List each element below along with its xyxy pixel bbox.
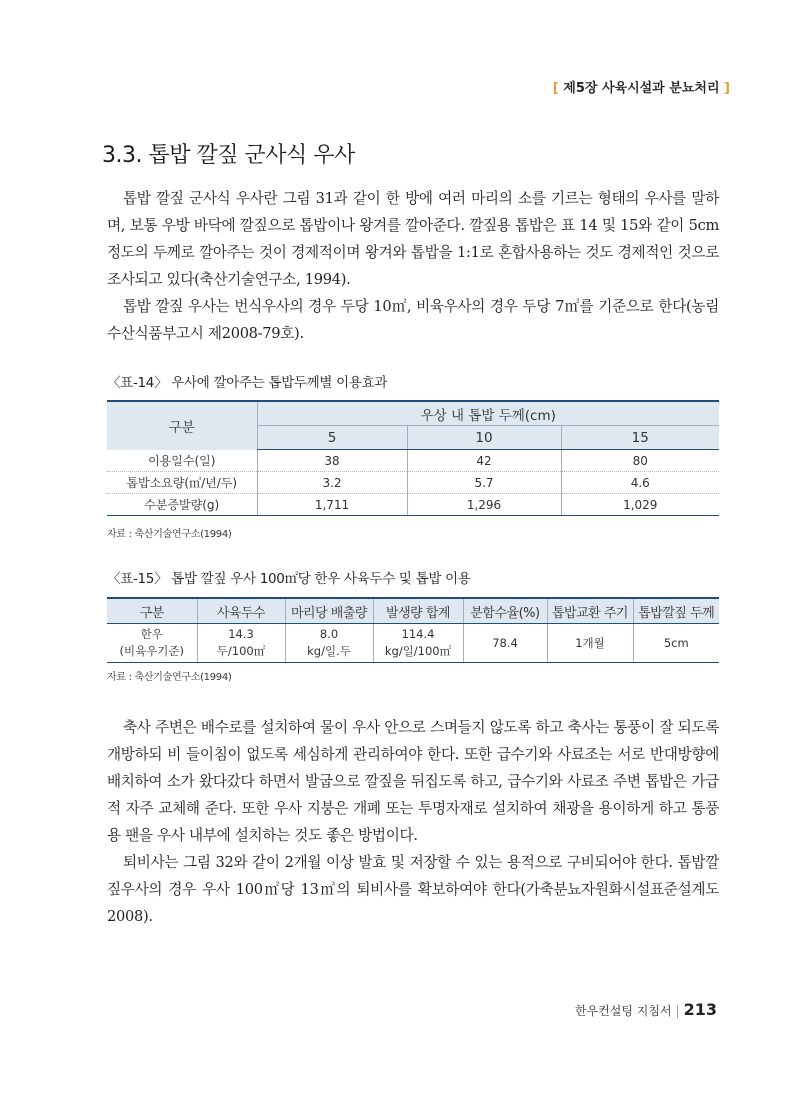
cell-sub: kg/일.두	[307, 644, 351, 658]
table-cell	[373, 624, 463, 663]
table15-header: 발생량 합계	[373, 598, 463, 624]
table14-source: 자료 : 축산기술연구소(1994)	[107, 529, 232, 540]
table-cell: 5.7	[407, 472, 561, 494]
cell-main: 한우	[140, 627, 163, 641]
table-cell: 80	[561, 450, 719, 472]
row-label: 이용일수(일)	[107, 450, 257, 472]
table14	[107, 400, 719, 516]
header-bracket-close: ]	[724, 81, 730, 96]
table15-header: 톱밥교환 주기	[547, 598, 633, 624]
chapter-header	[553, 77, 730, 96]
page-footer	[575, 1000, 717, 1019]
table-cell: 5cm	[633, 624, 719, 663]
cell-main: 114.4	[401, 627, 435, 641]
table-cell: 4.6	[561, 472, 719, 494]
section-title: 3.3. 톱밥 깔짚 군사식 우사	[102, 143, 355, 168]
table14-header-span: 우상 내 톱밥 두께(cm)	[257, 401, 719, 426]
table14-col-header: 15	[561, 426, 719, 450]
page-number: 213	[683, 1000, 717, 1019]
table-row	[107, 450, 719, 472]
table14-col-header: 10	[407, 426, 561, 450]
table15-header: 분함수율(%)	[463, 598, 547, 624]
body-paragraph-2: 톱밥 깔짚 우사는 번식우사의 경우 두당 10㎡, 비육우사의 경우 두당 7㎡를 기준으로 한다(농림수산식품부고시 제2008-79호).	[107, 298, 719, 342]
table14-col-header: 5	[257, 426, 407, 450]
row-label: 톱밥소요량(㎥/년/두)	[107, 472, 257, 494]
table-cell: 3.2	[257, 472, 407, 494]
cell-sub: 두/100㎡	[216, 644, 266, 658]
footer-separator: |	[675, 1004, 680, 1018]
table14-caption: 〈표-14〉 우사에 깔아주는 톱밥두께별 이용효과	[107, 375, 388, 391]
chapter-tag: 제5장 사육시설과 분뇨처리	[563, 81, 720, 96]
table-cell: 42	[407, 450, 561, 472]
table-cell: 78.4	[463, 624, 547, 663]
table-cell: 38	[257, 450, 407, 472]
table-cell: 1개월	[547, 624, 633, 663]
body-paragraph-4: 퇴비사는 그림 32와 같이 2개월 이상 발효 및 저장할 수 있는 용적으로 구비되어야 한다. 톱밥깔짚우사의 경우 우사 100㎡당 13㎥의 퇴비사를 확보하여야 한다(가축분뇨자원화시설표준설계도 2008).	[107, 854, 719, 925]
table-cell	[107, 624, 197, 663]
table14-header-group: 구분	[107, 401, 257, 450]
cell-sub: (비육우기준)	[119, 644, 185, 658]
table-cell: 1,711	[257, 494, 407, 516]
table15-header: 구분	[107, 598, 197, 624]
table15-source: 자료 : 축산기술연구소(1994)	[107, 672, 232, 683]
table15-header: 마리당 배출량	[285, 598, 373, 624]
table15	[107, 597, 719, 663]
table-row	[107, 472, 719, 494]
table15-header: 톱밥깔짚 두께	[633, 598, 719, 624]
table-cell	[197, 624, 285, 663]
row-label: 수분증발량(g)	[107, 494, 257, 516]
cell-sub: kg/일/100㎡	[384, 644, 452, 658]
table-row	[107, 494, 719, 516]
body-paragraph-1: 톱밥 깔짚 군사식 우사란 그림 31과 같이 한 방에 여러 마리의 소를 기르는 형태의 우사를 말하며, 보통 우방 바닥에 깔짚으로 톱밥이나 왕겨를 깔아준다. 깔짚용 톱밥은 표 14 및 15와 같이 5cm 정도의 두께로 깔아주는 것이 경제적이며 왕겨와 톱밥을 1:1로 혼합사용하는 것도 경제적인 것으로 조사되고 있다(축산기술연구소, 1994).	[107, 190, 719, 288]
table-cell	[285, 624, 373, 663]
table-cell: 1,296	[407, 494, 561, 516]
table15-header: 사육두수	[197, 598, 285, 624]
table15-caption: 〈표-15〉 톱밥 깔짚 우사 100㎡당 한우 사육두수 및 톱밥 이용	[107, 571, 471, 587]
header-bracket-open: [	[552, 81, 559, 96]
body-paragraph-3: 축사 주변은 배수로를 설치하여 물이 우사 안으로 스며들지 않도록 하고 축사는 통풍이 잘 되도록 개방하되 비 들이침이 없도록 세심하게 관리하여야 한다. 또한 급수기와 사료조는 서로 반대방향에 배치하여 소가 왔다갔다 하면서 발굽으로 깔짚을 뒤집도록 하고, 급수기와 사료조 주변 톱밥은 가급적 자주 교체해 준다. 또한 우사 지붕은 개폐 또는 투명자재로 설치하여 채광을 용이하게 하고 통풍용 팬을 우사 내부에 설치하는 것도 좋은 방법이다.	[107, 719, 719, 844]
cell-main: 8.0	[319, 627, 339, 641]
cell-main: 14.3	[228, 627, 254, 641]
table-row	[107, 624, 719, 663]
book-title: 한우컨설팅 지침서	[574, 1004, 672, 1018]
table-cell: 1,029	[561, 494, 719, 516]
